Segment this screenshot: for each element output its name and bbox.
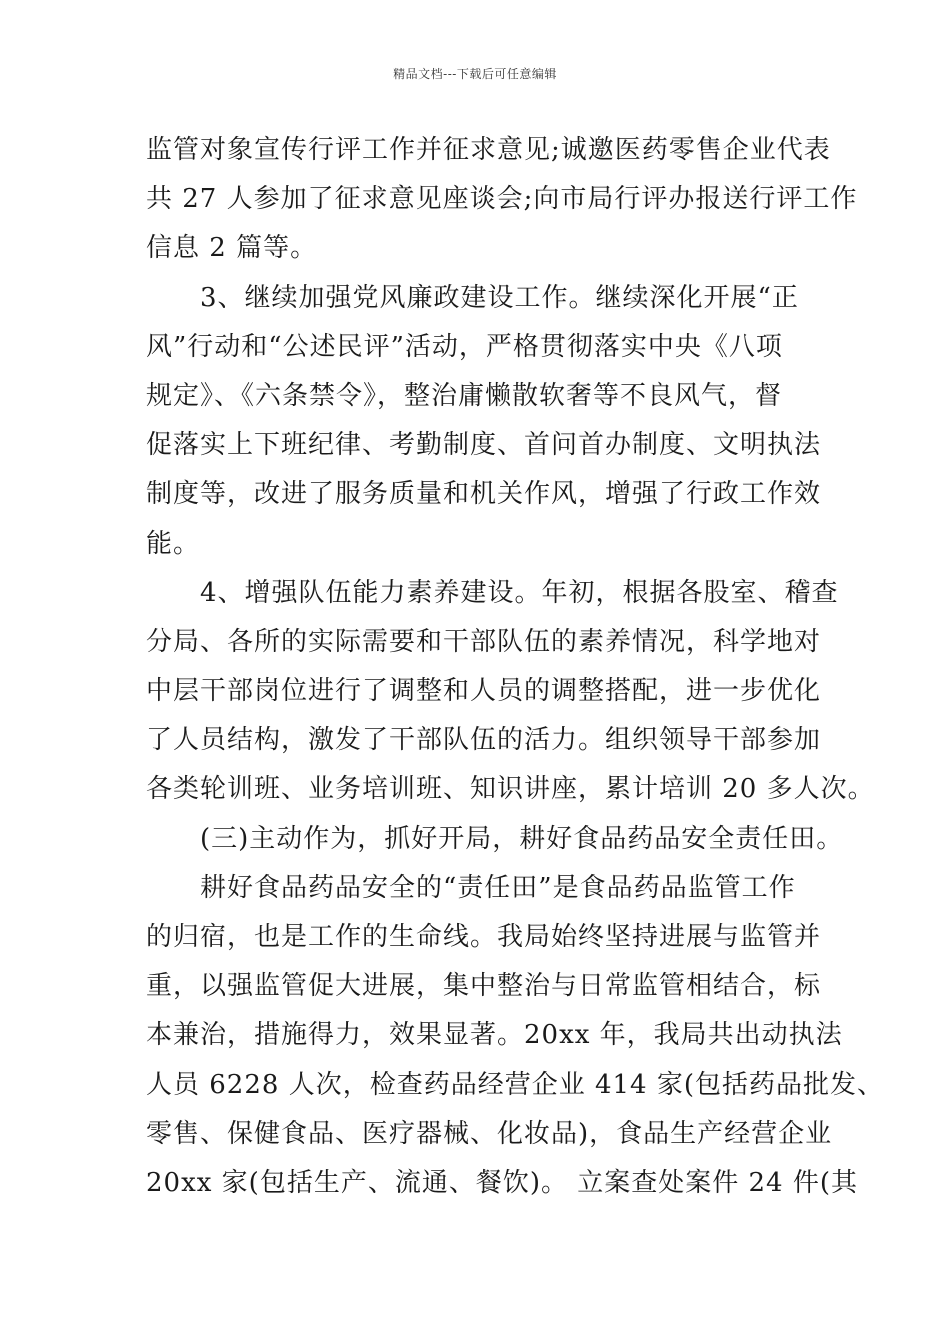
- text-line: 零售、保健食品、医疗器械、化妆品)，食品生产经营企业: [146, 1118, 833, 1149]
- page-header: 精品文档---下载后可任意编辑: [393, 67, 557, 81]
- text-line: 本兼治，措施得力，效果显著。20xx 年，我局共出动执法: [146, 1020, 843, 1051]
- text-line: 规定》、《六条禁令》，整治庸懒散软奢等不良风气，督: [146, 380, 783, 411]
- text-line: 各类轮训班、业务培训班、知识讲座，累计培训 20 多人次。: [146, 774, 875, 805]
- document-body: [146, 126, 884, 1208]
- text-line: 共 27 人参加了征求意见座谈会;向市局行评办报送行评工作: [146, 184, 858, 215]
- text-line: 能。: [146, 528, 201, 559]
- paragraph-line: 耕好食品药品安全的“责任田”是食品药品监管工作: [146, 872, 796, 903]
- paragraph-3-line: 3、继续加强党风廉政建设工作。继续深化开展“正: [146, 282, 799, 313]
- text-line: 风”行动和“公述民评”活动，严格贯彻落实中央《八项: [146, 331, 783, 362]
- section-heading: (三)主动作为，抓好开局，耕好食品药品安全责任田。: [146, 823, 844, 854]
- text-line: 的归宿，也是工作的生命线。我局始终坚持进展与监管并: [146, 922, 822, 952]
- text-line: 监管对象宣传行评工作并征求意见;诚邀医药零售企业代表: [146, 135, 831, 165]
- text-line: 20xx 家(包括生产、流通、餐饮)。 立案查处案件 24 件(其: [146, 1167, 858, 1198]
- text-line: 中层干部岗位进行了调整和人员的调整搭配，进一步优化: [146, 676, 822, 707]
- text-line: 分局、各所的实际需要和干部队伍的素养情况，科学地对: [146, 626, 822, 657]
- text-line: 信息 2 篇等。: [146, 233, 318, 264]
- text-line: 促落实上下班纪律、考勤制度、首问首办制度、文明执法: [146, 430, 822, 461]
- paragraph-4-line: 4、增强队伍能力素养建设。年初，根据各股室、稽查: [146, 577, 839, 608]
- text-line: 制度等，改进了服务质量和机关作风，增强了行政工作效: [146, 479, 822, 510]
- text-line: 重，以强监管促大进展，集中整治与日常监管相结合，标: [146, 971, 822, 1002]
- text-line: 了人员结构，激发了干部队伍的活力。组织领导干部参加: [146, 725, 822, 756]
- text-line: 人员 6228 人次，检查药品经营企业 414 家(包括药品批发、: [146, 1069, 884, 1100]
